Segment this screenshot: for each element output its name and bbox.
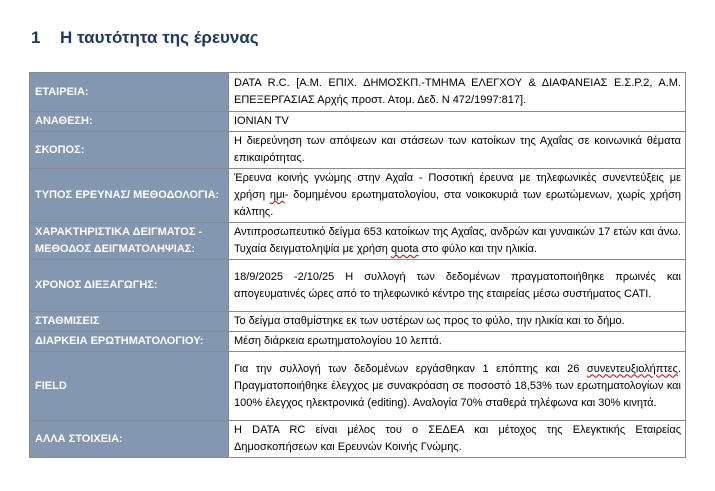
value-text: Για την συλλογή των δεδομένων εργάσθηκαν 1 επόπτης και 26 — [234, 362, 587, 375]
row-value: Η διερεύνηση των απόψεων και στάσεων των κατοίκων της Αχαΐας σε κοινωνικά θέματα επικαιρότητας. — [229, 132, 686, 169]
table-row — [30, 312, 686, 332]
row-label: ΧΡΟΝΟΣ ΔΙΕΞΑΓΩΓΗΣ: — [30, 260, 229, 312]
row-value: Η DATA RC είναι μέλος του ο ΣΕΔΕΑ και μέτοχος της Ελεγκτικής Εταιρείας Δημοσκοπήσεων και Ερευνών Κοινής Γνώμης. — [229, 421, 686, 458]
table-row — [30, 421, 686, 458]
row-label: ΧΑΡΑΚΤΗΡΙΣΤΙΚΑ ΔΕΙΓΜΑΤΟΣ - ΜΕΘΟΔΟΣ ΔΕΙΓΜΑΤΟΛΗΨΙΑΣ: — [30, 223, 229, 260]
table-row — [30, 132, 686, 169]
table-row — [30, 112, 686, 132]
row-value: Το δείγμα σταθμίστηκε εκ των υστέρων ως προς το φύλο, την ηλικία και το δήμο. — [229, 312, 686, 332]
table-row — [30, 332, 686, 352]
row-value — [229, 352, 686, 421]
section-heading — [31, 28, 259, 48]
row-value — [229, 223, 686, 260]
table-row — [30, 73, 686, 112]
table-row — [30, 260, 686, 312]
row-label: ΤΥΠΟΣ ΕΡΕΥΝΑΣ/ ΜΕΘΟΔΟΛΟΓΙΑ: — [30, 169, 229, 223]
row-label: ΑΝΑΘΕΣΗ: — [30, 112, 229, 132]
spellcheck-word: ημι — [269, 189, 285, 201]
value-text: Αντιπροσωπευτικό δείγμα 653 κατοίκων της Αχαΐας, ανδρών και γυναικών 17 ετών και άνω. Τυχαία δειγματοληψία με χρήση — [234, 226, 681, 255]
row-label: ΔΙΑΡΚΕΙΑ ΕΡΩΤΗΜΑΤΟΛΟΓΙΟΥ: — [30, 332, 229, 352]
survey-identity-table — [29, 72, 686, 458]
value-text: στο φύλο και την ηλικία. — [418, 243, 538, 255]
section-title: Η ταυτότητα της έρευνας — [60, 28, 259, 47]
table-row — [30, 223, 686, 260]
value-text: Έρευνα κοινής γνώμης στην Αχαΐα - Ποσοτική έρευνα με τηλεφωνικές συνεντεύξεις με χρήση — [234, 172, 681, 201]
row-label: ΣΤΑΘΜΙΣΕΙΣ — [30, 312, 229, 332]
value-text: - δομημένου ερωτηματολογίου, στα νοικοκυριά των ερωτώμενων, χωρίς χρήση κάλπης. — [234, 189, 681, 218]
row-value — [229, 169, 686, 223]
row-label: ΑΛΛΑ ΣΤΟΙΧΕΙΑ: — [30, 421, 229, 458]
value-text: . Πραγματοποιήθηκε έλεγχος με συνακρόαση σε ποσοστό 18,53% των ερωτηματολογίων και 100% έλεγχος ηλεκτρονικά (editing). Αναλογία 70% σταθερά τηλέφωνα και 30% κινητά. — [234, 362, 681, 409]
row-label: FIELD — [30, 352, 229, 421]
table-row — [30, 352, 686, 421]
row-value: IONIAN TV — [229, 112, 686, 132]
section-number: 1 — [31, 28, 41, 47]
spellcheck-word: συνεντευξιολήπτες — [586, 362, 678, 375]
row-label: ΣΚΟΠΟΣ: — [30, 132, 229, 169]
spellcheck-word: quota — [390, 243, 419, 255]
row-value: 18/9/2025 -2/10/25 Η συλλογή των δεδομένων πραγματοποιήθηκε πρωινές και απογευματινές ώρες από το τηλεφωνικό κέντρο της εταιρείας μέσω συστήματος CATI. — [229, 260, 686, 312]
row-label: ΕΤΑΙΡΕΙΑ: — [30, 73, 229, 112]
table-row — [30, 169, 686, 223]
row-value: DATA R.C. [Α.Μ. ΕΠΙΧ. ΔΗΜΟΣΚΠ.-ΤΜΗΜΑ ΕΛΕΓΧΟΥ & ΔΙΑΦΑΝΕΙΑΣ Ε.Σ.Ρ.2, Α.Μ. ΕΠΕΞΕΡΓΑΣΙΑΣ Αρχής προστ. Ατομ. Δεδ. Ν 472/1997:817]. — [229, 73, 686, 112]
row-value: Μέση διάρκεια ερωτηματολογίου 10 λεπτά. — [229, 332, 686, 352]
